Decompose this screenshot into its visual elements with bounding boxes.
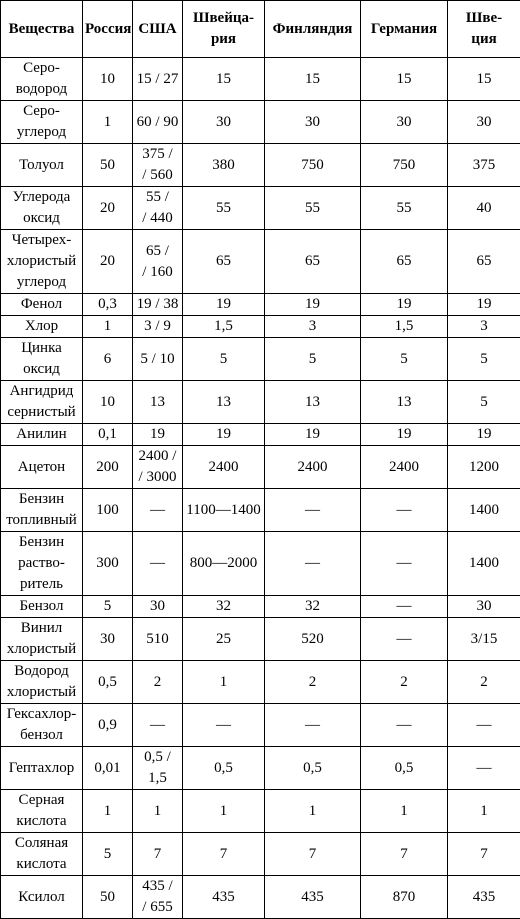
substance-cell: Соляная кислота <box>1 833 83 876</box>
table-row <box>1 316 520 338</box>
value-cell: 19 <box>133 424 183 446</box>
substance-cell: Анилин <box>1 424 83 446</box>
substance-cell: Серная кислота <box>1 790 83 833</box>
column-header: Россия <box>83 1 133 58</box>
value-cell: 30 <box>448 596 520 618</box>
value-cell: 13 <box>133 381 183 424</box>
value-cell: 5 <box>361 338 448 381</box>
value-cell: 19 <box>361 424 448 446</box>
value-cell: 5 <box>265 338 361 381</box>
value-cell: — <box>361 618 448 661</box>
value-cell: 30 <box>83 618 133 661</box>
table-row <box>1 661 520 704</box>
value-cell: 30 <box>265 101 361 144</box>
value-cell: — <box>448 704 520 747</box>
substance-cell: Цинка оксид <box>1 338 83 381</box>
value-cell: — <box>265 532 361 596</box>
value-cell: 55 <box>183 187 265 230</box>
value-cell: 375 / / 560 <box>133 144 183 187</box>
table-row <box>1 58 520 101</box>
value-cell: 10 <box>83 381 133 424</box>
value-cell: 5 <box>183 338 265 381</box>
value-cell: 1100—1400 <box>183 489 265 532</box>
table-row <box>1 381 520 424</box>
value-cell: 380 <box>183 144 265 187</box>
value-cell: 65 <box>361 230 448 294</box>
table-row <box>1 876 520 919</box>
value-cell: 2400 / / 3000 <box>133 446 183 489</box>
column-header: Вещества <box>1 1 83 58</box>
column-header: Германия <box>361 1 448 58</box>
substance-cell: Толуол <box>1 144 83 187</box>
value-cell: 750 <box>265 144 361 187</box>
column-header: Шве- ция <box>448 1 520 58</box>
value-cell: 2 <box>361 661 448 704</box>
value-cell: 2400 <box>361 446 448 489</box>
value-cell: 520 <box>265 618 361 661</box>
substance-cell: Бензин топливный <box>1 489 83 532</box>
value-cell: 5 <box>448 338 520 381</box>
value-cell: 3 <box>265 316 361 338</box>
value-cell: 3 <box>448 316 520 338</box>
table-row <box>1 618 520 661</box>
value-cell: 32 <box>183 596 265 618</box>
value-cell: 13 <box>361 381 448 424</box>
value-cell: 30 <box>183 101 265 144</box>
value-cell: 60 / 90 <box>133 101 183 144</box>
value-cell: 0,5 <box>265 747 361 790</box>
value-cell: — <box>361 489 448 532</box>
substance-cell: Ацетон <box>1 446 83 489</box>
value-cell: 19 <box>183 424 265 446</box>
value-cell: 15 / 27 <box>133 58 183 101</box>
value-cell: 435 <box>183 876 265 919</box>
value-cell: 1400 <box>448 489 520 532</box>
substance-cell: Фенол <box>1 294 83 316</box>
table-row <box>1 424 520 446</box>
value-cell: 6 <box>83 338 133 381</box>
value-cell: 19 <box>361 294 448 316</box>
value-cell: 3/15 <box>448 618 520 661</box>
substance-cell: Ксилол <box>1 876 83 919</box>
column-header: США <box>133 1 183 58</box>
table-row <box>1 230 520 294</box>
value-cell: 1 <box>183 790 265 833</box>
table-header <box>1 1 520 58</box>
value-cell: — <box>133 489 183 532</box>
value-cell: 5 <box>83 596 133 618</box>
substance-cell: Гептахлор <box>1 747 83 790</box>
table-body <box>1 58 520 919</box>
value-cell: 7 <box>448 833 520 876</box>
value-cell: 65 <box>265 230 361 294</box>
value-cell: 1,5 <box>361 316 448 338</box>
value-cell: 30 <box>361 101 448 144</box>
value-cell: 5 / 10 <box>133 338 183 381</box>
value-cell: 55 <box>265 187 361 230</box>
substance-cell: Водород хлористый <box>1 661 83 704</box>
value-cell: 19 <box>265 424 361 446</box>
value-cell: 1 <box>265 790 361 833</box>
value-cell: 1200 <box>448 446 520 489</box>
value-cell: 32 <box>265 596 361 618</box>
value-cell: 19 / 38 <box>133 294 183 316</box>
value-cell: 55 <box>361 187 448 230</box>
substance-cell: Четырех- хлористый углерод <box>1 230 83 294</box>
substance-cell: Серо- углерод <box>1 101 83 144</box>
value-cell: 7 <box>265 833 361 876</box>
table-row <box>1 187 520 230</box>
value-cell: 65 <box>183 230 265 294</box>
value-cell: 15 <box>265 58 361 101</box>
substance-cell: Хлор <box>1 316 83 338</box>
value-cell: — <box>448 747 520 790</box>
value-cell: 7 <box>133 833 183 876</box>
value-cell: 435 <box>265 876 361 919</box>
value-cell: — <box>265 704 361 747</box>
value-cell: 50 <box>83 876 133 919</box>
value-cell: 30 <box>448 101 520 144</box>
value-cell: 1 <box>83 790 133 833</box>
value-cell: 435 / / 655 <box>133 876 183 919</box>
value-cell: 870 <box>361 876 448 919</box>
value-cell: 30 <box>133 596 183 618</box>
column-header: Швейца- рия <box>183 1 265 58</box>
value-cell: 0,9 <box>83 704 133 747</box>
value-cell: 375 <box>448 144 520 187</box>
value-cell: 40 <box>448 187 520 230</box>
table-row <box>1 596 520 618</box>
column-header: Финляндия <box>265 1 361 58</box>
value-cell: — <box>265 489 361 532</box>
value-cell: 25 <box>183 618 265 661</box>
value-cell: 19 <box>265 294 361 316</box>
value-cell: 0,5 <box>183 747 265 790</box>
value-cell: 0,3 <box>83 294 133 316</box>
value-cell: 7 <box>183 833 265 876</box>
value-cell: 2400 <box>265 446 361 489</box>
value-cell: 435 <box>448 876 520 919</box>
table-row <box>1 704 520 747</box>
substance-cell: Серо- водород <box>1 58 83 101</box>
table-row <box>1 101 520 144</box>
value-cell: 2 <box>265 661 361 704</box>
value-cell: 0,5 <box>361 747 448 790</box>
value-cell: 0,01 <box>83 747 133 790</box>
value-cell: 19 <box>183 294 265 316</box>
value-cell: 10 <box>83 58 133 101</box>
value-cell: 15 <box>448 58 520 101</box>
table-row <box>1 338 520 381</box>
value-cell: 750 <box>361 144 448 187</box>
value-cell: 2400 <box>183 446 265 489</box>
table-row <box>1 747 520 790</box>
value-cell: 1,5 <box>183 316 265 338</box>
value-cell: 100 <box>83 489 133 532</box>
value-cell: 65 <box>448 230 520 294</box>
value-cell: 1 <box>83 101 133 144</box>
value-cell: 1 <box>361 790 448 833</box>
value-cell: 510 <box>133 618 183 661</box>
table-row <box>1 532 520 596</box>
table-row <box>1 833 520 876</box>
value-cell: 3 / 9 <box>133 316 183 338</box>
substance-cell: Гексахлор- бензол <box>1 704 83 747</box>
value-cell: 13 <box>265 381 361 424</box>
value-cell: 0,5 / 1,5 <box>133 747 183 790</box>
value-cell: 0,5 <box>83 661 133 704</box>
value-cell: 55 / / 440 <box>133 187 183 230</box>
value-cell: 1 <box>448 790 520 833</box>
value-cell: — <box>361 532 448 596</box>
value-cell: 1 <box>133 790 183 833</box>
value-cell: — <box>133 704 183 747</box>
value-cell: 1 <box>183 661 265 704</box>
value-cell: 20 <box>83 187 133 230</box>
substance-cell: Углерода оксид <box>1 187 83 230</box>
substance-cell: Ангидрид сернистый <box>1 381 83 424</box>
value-cell: 800—2000 <box>183 532 265 596</box>
substance-cell: Бензин раство- ритель <box>1 532 83 596</box>
value-cell: 2 <box>133 661 183 704</box>
value-cell: 65 / / 160 <box>133 230 183 294</box>
header-row <box>1 1 520 58</box>
value-cell: 1 <box>83 316 133 338</box>
table-row <box>1 144 520 187</box>
value-cell: 15 <box>183 58 265 101</box>
value-cell: 5 <box>83 833 133 876</box>
value-cell: 200 <box>83 446 133 489</box>
table-row <box>1 294 520 316</box>
value-cell: 20 <box>83 230 133 294</box>
value-cell: 2 <box>448 661 520 704</box>
value-cell: — <box>183 704 265 747</box>
value-cell: 13 <box>183 381 265 424</box>
table-row <box>1 489 520 532</box>
value-cell: — <box>361 704 448 747</box>
value-cell: 50 <box>83 144 133 187</box>
value-cell: 7 <box>361 833 448 876</box>
value-cell: 19 <box>448 424 520 446</box>
value-cell: 300 <box>83 532 133 596</box>
table-row <box>1 790 520 833</box>
substance-cell: Винил хлористый <box>1 618 83 661</box>
value-cell: 1400 <box>448 532 520 596</box>
value-cell: 15 <box>361 58 448 101</box>
value-cell: — <box>133 532 183 596</box>
value-cell: 19 <box>448 294 520 316</box>
value-cell: 5 <box>448 381 520 424</box>
value-cell: — <box>361 596 448 618</box>
table-row <box>1 446 520 489</box>
value-cell: 0,1 <box>83 424 133 446</box>
substance-cell: Бензол <box>1 596 83 618</box>
